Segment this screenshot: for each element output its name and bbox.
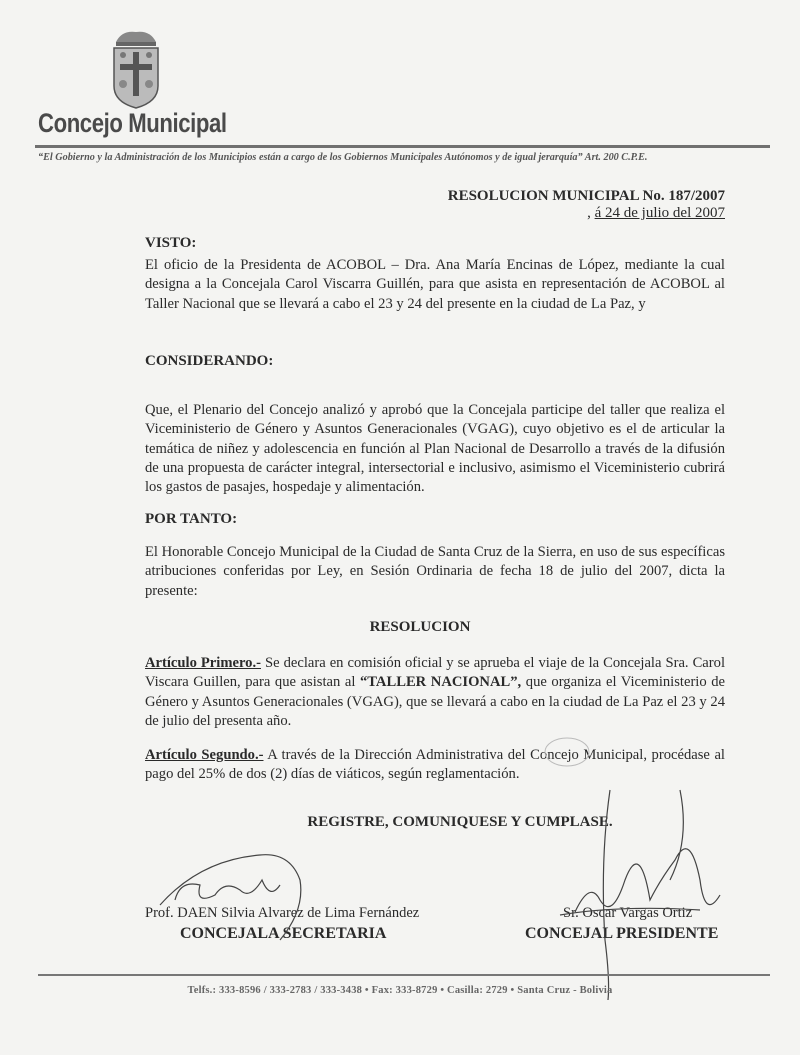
visto-text: El oficio de la Presidenta de ACOBOL – Dra. Ana María Encinas de López, mediante la cual designa a la Concejala Carol Viscarra Guillén, para que asista en representación de ACOBOL al Taller Nacional que se llevará a cabo el 23 y 24 del presente en la ciudad de La Paz, y [145,257,725,312]
considerando-text: Que, el Plenario del Concejo analizó y aprobó que la Concejala participe del taller que realiza el Viceministerio de Género y Asuntos Generacionales (VGAG), cuyo objetivo es el de articular la temática de niñez y adolescencia en función al Plan Nacional de Desarrollo a través de la difusión de una propuesta de carácter integral, intersectorial e inclusivo, asimismo el Viceministerio cubrirá los gastos de pasajes, hospedaje y alimentación. [145,402,725,496]
footer-contact: Telfs.: 333-8596 / 333-2783 / 333-3438 • Fax: 333-8729 • Casilla: 2729 • Santa Cruz - Bolivia [187,985,613,996]
brand-title: Concejo Municipal [38,108,227,138]
president-title: CONCEJAL PRESIDENTE [525,925,719,942]
coat-of-arms-logo [108,28,164,112]
articulo-primero-text-a: Se declara en comisión oficial y se aprueba el viaje de la Concejala Sra. Carol Viscara Guillen, para que asistan al [145,655,725,691]
articulo-primero-text-b: que organiza el Viceministerio de Género y Asuntos Generacionales (VGAG), que se llevará a cabo en la ciudad de La Paz el 23 y 24 de julio del presenta año. [145,674,726,729]
articulo-segundo-text: A través de la Dirección Administrativa del Concejo Municipal, procédase al pago del 25% de dos (2) días de viáticos, según reglamentación. [145,747,725,783]
president-name: Sr. Oscar Vargas Ortiz [563,905,693,921]
portanto-heading: POR TANTO: [145,511,238,527]
articulo-primero-label: Artículo Primero.- [145,655,261,671]
header-rule [35,145,770,148]
articulo-primero [145,654,725,731]
date-prefix: , [587,205,595,221]
articulo-segundo [145,746,725,785]
date-text: á 24 de julio del 2007 [594,205,725,221]
articulo-segundo-label: Artículo Segundo.- [145,747,264,763]
considerando-heading: CONSIDERANDO: [145,353,274,369]
visto-heading: VISTO: [145,235,197,251]
taller-nacional: “TALLER NACIONAL”, [359,674,522,691]
closing-statement: REGISTRE, COMUNIQUESE Y CUMPLASE. [307,814,613,830]
motto: “El Gobierno y la Administración de los Municipios están a cargo de los Gobiernos Municipales Autónomos y de igual jerarquía” Art. 200 C.P.E. [38,152,648,163]
resolution-date [587,205,725,222]
resolution-number: RESOLUCION MUNICIPAL No. 187/2007 [447,188,725,204]
secretary-name: Prof. DAEN Silvia Alvarez de Lima Fernández [145,905,420,921]
footer-rule [38,974,770,976]
portanto-text: El Honorable Concejo Municipal de la Ciudad de Santa Cruz de la Sierra, en uso de sus específicas atribuciones conferidas por Ley, en Sesión Ordinaria de fecha 18 de julio del 2007, dicta la presente: [145,544,725,599]
secretary-title: CONCEJALA SECRETARIA [180,925,387,942]
resolucion-heading: RESOLUCION [369,619,471,635]
